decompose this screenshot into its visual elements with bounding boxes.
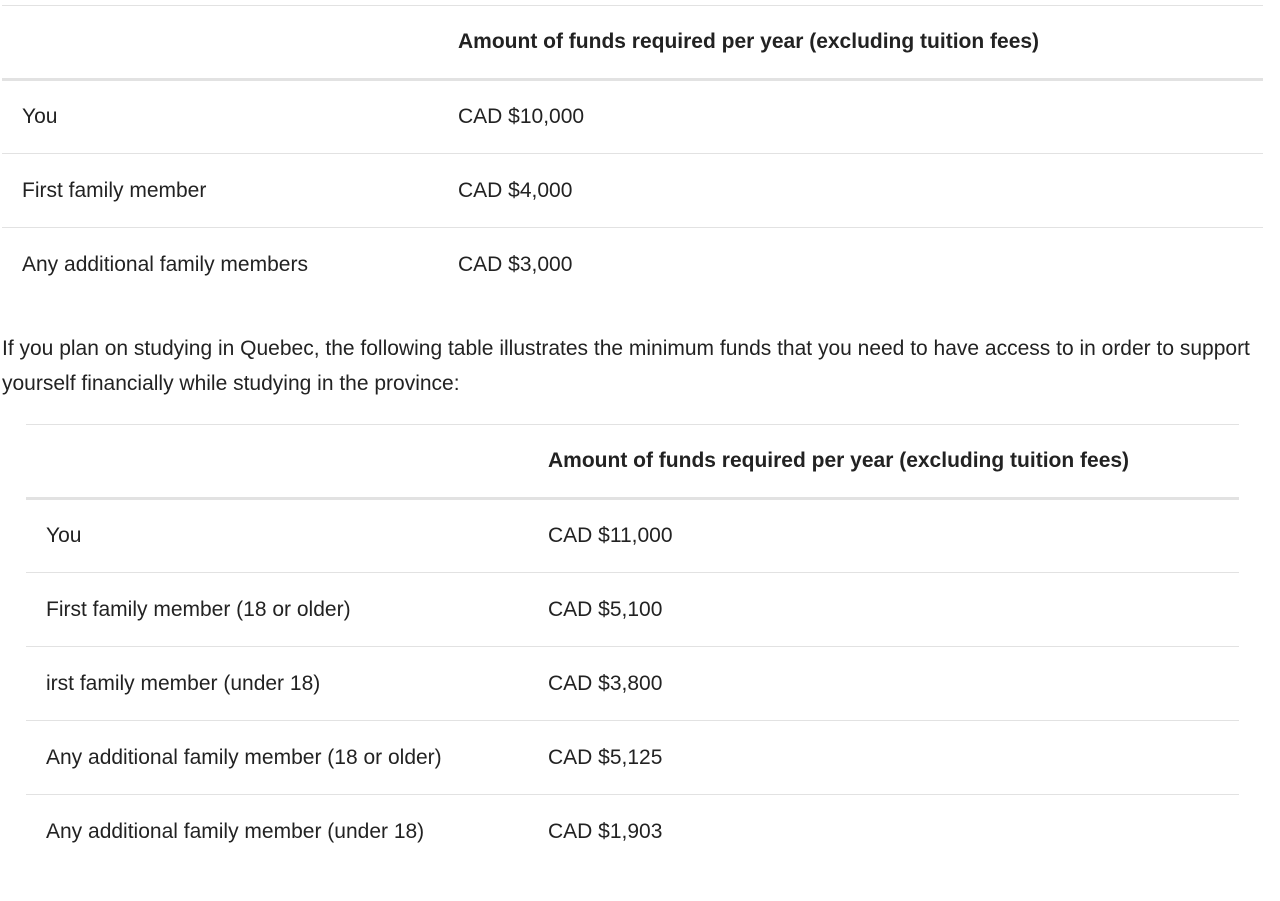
row-amount: CAD $5,125 (528, 721, 1239, 795)
table-row (26, 721, 1239, 795)
header-cell-amount: Amount of funds required per year (excluding tuition fees) (438, 6, 1263, 80)
table-row (2, 228, 1263, 302)
row-label: First family member (2, 154, 438, 228)
header-cell-label (2, 6, 438, 80)
row-amount: CAD $3,000 (458, 252, 573, 276)
row-label: You (26, 499, 528, 573)
row-label: Any additional family member (18 or older) (26, 721, 528, 795)
row-label: You (2, 80, 438, 154)
row-label: First family member (18 or older) (26, 573, 528, 647)
row-label: irst family member (under 18) (26, 647, 528, 721)
row-amount: CAD $10,000 (438, 80, 1263, 154)
table-row (26, 573, 1239, 647)
header-cell-label (26, 425, 528, 499)
table-header-row (2, 6, 1263, 80)
row-amount: CAD $11,000 (528, 499, 1239, 573)
funds-table-quebec (26, 424, 1239, 869)
row-label: Any additional family member (under 18) (46, 819, 425, 843)
table-row (2, 80, 1263, 154)
row-label: Any additional family members (22, 252, 308, 276)
row-amount: CAD $4,000 (438, 154, 1263, 228)
table-row (26, 499, 1239, 573)
table-row (2, 154, 1263, 228)
table-row (26, 795, 1239, 869)
quebec-intro-paragraph: If you plan on studying in Quebec, the following table illustrates the minimum funds that you need to have access to in order to support yourself financially while studying in the province: (2, 337, 1250, 395)
header-cell-amount: Amount of funds required per year (excluding tuition fees) (528, 425, 1239, 499)
row-amount: CAD $3,800 (528, 647, 1239, 721)
table-header-row (26, 425, 1239, 499)
row-amount: CAD $5,100 (528, 573, 1239, 647)
funds-table-general (2, 5, 1263, 302)
row-amount: CAD $1,903 (548, 819, 663, 843)
table-row (26, 647, 1239, 721)
